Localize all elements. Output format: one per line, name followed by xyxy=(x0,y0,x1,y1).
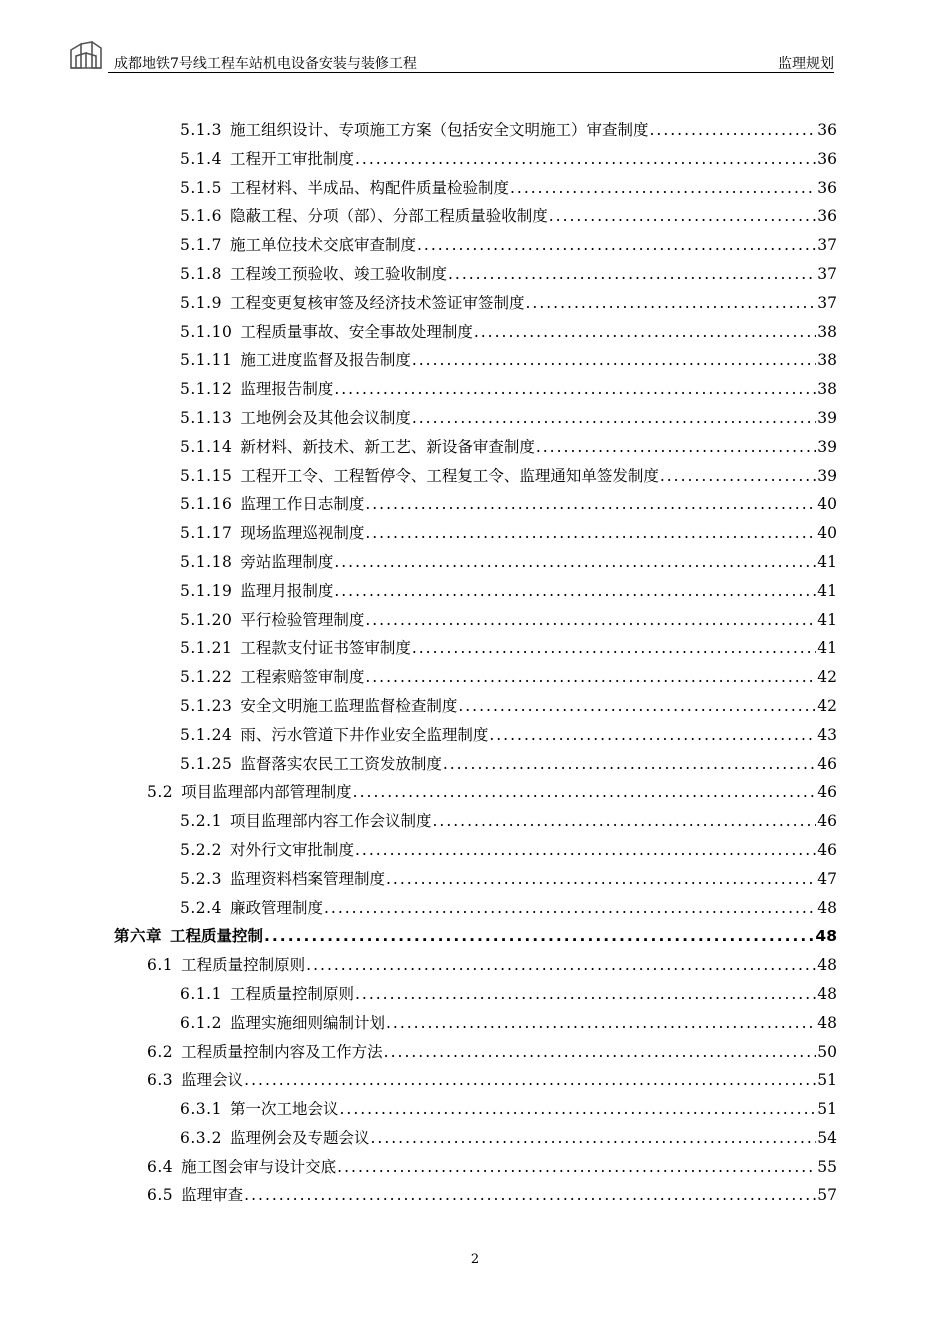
toc-entry-page: 41 xyxy=(817,639,837,658)
toc-entry[interactable] xyxy=(114,174,837,203)
toc-dot-leader xyxy=(510,174,816,203)
toc-entry[interactable] xyxy=(114,922,837,951)
toc-entry-page: 38 xyxy=(817,351,837,370)
toc-dot-leader xyxy=(334,577,816,606)
toc-entry-number: 5.2 xyxy=(147,783,174,802)
toc-entry-title: 雨、污水管道下井作业安全监理制度 xyxy=(240,725,489,744)
toc-dot-leader xyxy=(355,145,816,174)
building-logo-icon xyxy=(68,40,104,72)
toc-dot-leader xyxy=(355,980,816,1009)
toc-dot-leader xyxy=(334,375,816,404)
toc-entry-title: 新材料、新技术、新工艺、新设备审查制度 xyxy=(240,437,535,456)
toc-entry-page: 48 xyxy=(817,1013,837,1032)
toc-entry-title: 旁站监理制度 xyxy=(240,552,334,571)
toc-dot-leader xyxy=(536,433,816,462)
toc-entry-number: 5.1.23 xyxy=(180,696,233,715)
toc-entry-number: 5.2.1 xyxy=(180,812,222,831)
toc-dot-leader xyxy=(443,750,816,779)
toc-entry-number: 5.1.25 xyxy=(180,754,233,773)
header-rule xyxy=(108,72,834,73)
toc-entry[interactable] xyxy=(114,606,837,635)
toc-entry-title: 监理审查 xyxy=(181,1186,244,1205)
toc-entry-page: 41 xyxy=(817,581,837,600)
toc-entry-page: 36 xyxy=(817,178,837,197)
toc-entry-number: 6.1.2 xyxy=(180,1013,222,1032)
toc-entry[interactable] xyxy=(114,404,837,433)
toc-entry[interactable] xyxy=(114,231,837,260)
toc-entry-page: 38 xyxy=(817,380,837,399)
toc-entry-title: 工程变更复核审签及经济技术签证审签制度 xyxy=(229,293,525,312)
toc-entry-number: 6.5 xyxy=(147,1186,174,1205)
toc-entry-title: 施工进度监督及报告制度 xyxy=(240,351,411,370)
toc-entry-title: 监理月报制度 xyxy=(240,581,334,600)
toc-entry-number: 5.1.24 xyxy=(180,725,233,744)
toc-entry[interactable] xyxy=(114,1153,837,1182)
toc-entry[interactable] xyxy=(114,519,837,548)
toc-entry-page: 41 xyxy=(817,610,837,629)
toc-entry-number: 5.1.16 xyxy=(180,495,233,514)
toc-entry-number: 5.1.5 xyxy=(180,178,222,197)
toc-dot-leader xyxy=(474,318,816,347)
toc-entry[interactable] xyxy=(114,346,837,375)
toc-entry-number: 6.1 xyxy=(147,956,174,975)
toc-entry-title: 监理实施细则编制计划 xyxy=(229,1013,385,1032)
toc-entry-page: 37 xyxy=(817,264,837,283)
toc-entry-title: 监理会议 xyxy=(181,1071,244,1090)
toc-entry[interactable] xyxy=(114,692,837,721)
toc-entry[interactable] xyxy=(114,980,837,1009)
toc-entry-number: 5.1.20 xyxy=(180,610,233,629)
toc-dot-leader xyxy=(306,951,816,980)
toc-dot-leader xyxy=(337,1153,816,1182)
toc-entry-number: 5.1.11 xyxy=(180,351,233,370)
toc-entry[interactable] xyxy=(114,375,837,404)
toc-dot-leader xyxy=(412,346,816,375)
toc-entry-title: 工程质量控制 xyxy=(170,927,264,946)
toc-entry[interactable] xyxy=(114,778,837,807)
toc-entry-title: 监理报告制度 xyxy=(240,380,334,399)
toc-entry-title: 项目监理部内容工作会议制度 xyxy=(229,812,432,831)
toc-entry-number: 5.1.21 xyxy=(180,639,233,658)
toc-entry-number: 5.1.15 xyxy=(180,466,233,485)
toc-entry-page: 51 xyxy=(817,1100,837,1119)
toc-entry-title: 第一次工地会议 xyxy=(229,1100,339,1119)
toc-dot-leader xyxy=(324,894,816,923)
toc-entry[interactable] xyxy=(114,1066,837,1095)
header-title: 成都地铁7号线工程车站机电设备安装与装修工程 xyxy=(114,56,417,72)
toc-entry-page: 55 xyxy=(817,1157,837,1176)
toc-entry-page: 41 xyxy=(817,552,837,571)
toc-entry-number: 5.1.22 xyxy=(180,668,233,687)
toc-entry-title: 对外行文审批制度 xyxy=(229,840,354,859)
toc-entry-number: 5.2.4 xyxy=(180,898,222,917)
toc-entry-page: 51 xyxy=(817,1071,837,1090)
toc-entry-page: 42 xyxy=(817,696,837,715)
toc-entry-number: 6.3 xyxy=(147,1071,174,1090)
toc-entry[interactable] xyxy=(114,318,837,347)
toc-entry-title: 工程质量控制内容及工作方法 xyxy=(181,1042,383,1061)
toc-dot-leader xyxy=(458,692,816,721)
toc-entry-page: 46 xyxy=(817,783,837,802)
toc-entry-page: 37 xyxy=(817,293,837,312)
toc-dot-leader xyxy=(334,548,816,577)
toc-entry[interactable] xyxy=(114,202,837,231)
toc-entry-title: 项目监理部内部管理制度 xyxy=(181,783,352,802)
toc-dot-leader xyxy=(386,1009,816,1038)
toc-entry[interactable] xyxy=(114,1095,837,1124)
toc-entry[interactable] xyxy=(114,548,837,577)
toc-entry-number: 6.2 xyxy=(147,1042,174,1061)
toc-entry-page: 38 xyxy=(817,322,837,341)
toc-entry[interactable] xyxy=(114,289,837,318)
toc-entry-title: 监理例会及专题会议 xyxy=(229,1128,370,1147)
toc-entry-number: 5.1.19 xyxy=(180,581,233,600)
toc-entry-title: 施工组织设计、专项施工方案（包括安全文明施工）审查制度 xyxy=(229,121,649,139)
toc-entry[interactable] xyxy=(114,1124,837,1153)
toc-entry-title: 廉政管理制度 xyxy=(229,898,323,917)
toc-entry-number: 5.1.6 xyxy=(180,207,222,226)
toc-dot-leader xyxy=(355,836,816,865)
toc-entry-title: 工程开工令、工程暂停令、工程复工令、监理通知单签发制度 xyxy=(240,466,659,485)
toc-entry-title: 安全文明施工监理监督检查制度 xyxy=(240,696,458,715)
toc-entry[interactable] xyxy=(114,145,837,174)
toc-entry-title: 工程索赔签审制度 xyxy=(240,668,365,687)
toc-entry[interactable] xyxy=(114,490,837,519)
toc-dot-leader xyxy=(448,260,816,289)
toc-entry-number: 5.1.10 xyxy=(180,322,233,341)
toc-entry-number: 5.2.3 xyxy=(180,869,222,888)
toc-entry[interactable] xyxy=(114,1038,837,1067)
toc-entry-page: 37 xyxy=(817,236,837,255)
toc-entry-number: 6.3.1 xyxy=(180,1100,222,1119)
toc-entry-page: 57 xyxy=(817,1186,837,1205)
toc-entry[interactable] xyxy=(114,433,837,462)
toc-entry[interactable] xyxy=(114,1009,837,1038)
toc-dot-leader xyxy=(660,462,816,491)
toc-entry-page: 47 xyxy=(817,869,837,888)
toc-entry-page: 40 xyxy=(817,524,837,543)
toc-entry[interactable] xyxy=(114,951,837,980)
toc-entry-title: 工程质量事故、安全事故处理制度 xyxy=(240,322,473,341)
toc-entry-page: 50 xyxy=(817,1042,837,1061)
toc-entry[interactable] xyxy=(114,807,837,836)
toc-entry[interactable] xyxy=(114,865,837,894)
toc-dot-leader xyxy=(365,663,816,692)
toc-dot-leader xyxy=(365,606,816,635)
toc-entry[interactable] xyxy=(114,836,837,865)
toc-dot-leader xyxy=(370,1124,816,1153)
toc-entry-number: 5.2.2 xyxy=(180,840,222,859)
table-of-contents xyxy=(114,116,837,1210)
page-header xyxy=(68,40,834,74)
toc-entry-title: 工程质量控制原则 xyxy=(181,956,306,975)
toc-entry-number: 5.1.7 xyxy=(180,236,222,255)
toc-entry-number: 5.1.14 xyxy=(180,437,233,456)
toc-entry-title: 工程竣工预验收、竣工验收制度 xyxy=(229,264,447,283)
toc-entry-page: 39 xyxy=(817,408,837,427)
toc-dot-leader xyxy=(353,778,817,807)
toc-dot-leader xyxy=(244,1066,816,1095)
toc-entry-number: 6.1.1 xyxy=(180,984,222,1003)
toc-entry[interactable] xyxy=(114,260,837,289)
toc-entry-number: 5.1.13 xyxy=(180,408,233,427)
toc-entry-title: 工程质量控制原则 xyxy=(229,984,354,1003)
toc-entry-page: 48 xyxy=(815,927,837,946)
toc-dot-leader xyxy=(384,1038,817,1067)
toc-entry[interactable] xyxy=(114,462,837,491)
toc-dot-leader xyxy=(244,1181,816,1210)
toc-entry-page: 54 xyxy=(817,1128,837,1147)
toc-entry-number: 5.1.8 xyxy=(180,264,222,283)
toc-entry-page: 46 xyxy=(817,754,837,773)
toc-entry[interactable] xyxy=(114,116,837,145)
toc-dot-leader xyxy=(549,202,817,231)
toc-entry-number: 5.1.9 xyxy=(180,293,222,312)
page-number: 2 xyxy=(470,1252,480,1267)
toc-entry-page: 39 xyxy=(817,466,837,485)
toc-entry-number: 6.4 xyxy=(147,1157,174,1176)
toc-entry-page: 36 xyxy=(817,121,837,139)
toc-entry[interactable] xyxy=(114,577,837,606)
toc-dot-leader xyxy=(412,634,816,663)
toc-entry[interactable] xyxy=(114,1181,837,1210)
toc-dot-leader xyxy=(432,807,816,836)
toc-entry[interactable] xyxy=(114,750,837,779)
toc-entry-number: 5.1.17 xyxy=(180,524,233,543)
toc-entry-page: 48 xyxy=(817,898,837,917)
toc-dot-leader xyxy=(489,721,816,750)
toc-entry-title: 平行检验管理制度 xyxy=(240,610,365,629)
toc-entry-page: 46 xyxy=(817,812,837,831)
toc-entry-title: 现场监理巡视制度 xyxy=(240,524,365,543)
toc-entry-page: 48 xyxy=(817,956,837,975)
toc-entry-title: 监督落实农民工工资发放制度 xyxy=(240,754,442,773)
toc-entry-page: 43 xyxy=(817,725,837,744)
toc-entry[interactable] xyxy=(114,894,837,923)
toc-entry-title: 施工单位技术交底审查制度 xyxy=(229,236,416,255)
toc-dot-leader xyxy=(264,922,814,951)
toc-entry-title: 工程开工审批制度 xyxy=(229,149,354,168)
toc-dot-leader xyxy=(417,231,816,260)
toc-entry-title: 施工图会审与设计交底 xyxy=(181,1157,337,1176)
toc-dot-leader xyxy=(365,490,816,519)
toc-entry-number: 5.1.3 xyxy=(180,121,222,139)
toc-entry-title: 监理资料档案管理制度 xyxy=(229,869,385,888)
toc-entry-page: 48 xyxy=(817,984,837,1003)
toc-dot-leader xyxy=(649,116,816,145)
toc-entry-number: 5.1.4 xyxy=(180,149,222,168)
header-section-label: 监理规划 xyxy=(778,56,834,72)
toc-entry-page: 46 xyxy=(817,840,837,859)
toc-entry-title: 隐蔽工程、分项（部）、分部工程质量验收制度 xyxy=(229,207,548,226)
toc-entry-number: 第六章 xyxy=(114,927,163,946)
toc-dot-leader xyxy=(525,289,816,318)
toc-entry-page: 36 xyxy=(817,207,837,226)
toc-dot-leader xyxy=(339,1095,816,1124)
toc-entry[interactable] xyxy=(114,721,837,750)
toc-entry[interactable] xyxy=(114,663,837,692)
toc-entry-page: 39 xyxy=(817,437,837,456)
toc-entry-title: 工程款支付证书签审制度 xyxy=(240,639,411,658)
toc-dot-leader xyxy=(386,865,816,894)
toc-entry[interactable] xyxy=(114,634,837,663)
toc-entry-number: 5.1.18 xyxy=(180,552,233,571)
toc-entry-title: 工程材料、半成品、构配件质量检验制度 xyxy=(229,178,509,197)
toc-dot-leader xyxy=(412,404,816,433)
toc-entry-title: 监理工作日志制度 xyxy=(240,495,365,514)
toc-entry-number: 5.1.12 xyxy=(180,380,233,399)
toc-dot-leader xyxy=(365,519,816,548)
toc-entry-page: 36 xyxy=(817,149,837,168)
toc-entry-title: 工地例会及其他会议制度 xyxy=(240,408,411,427)
toc-entry-page: 42 xyxy=(817,668,837,687)
toc-entry-number: 6.3.2 xyxy=(180,1128,222,1147)
toc-entry-page: 40 xyxy=(817,495,837,514)
